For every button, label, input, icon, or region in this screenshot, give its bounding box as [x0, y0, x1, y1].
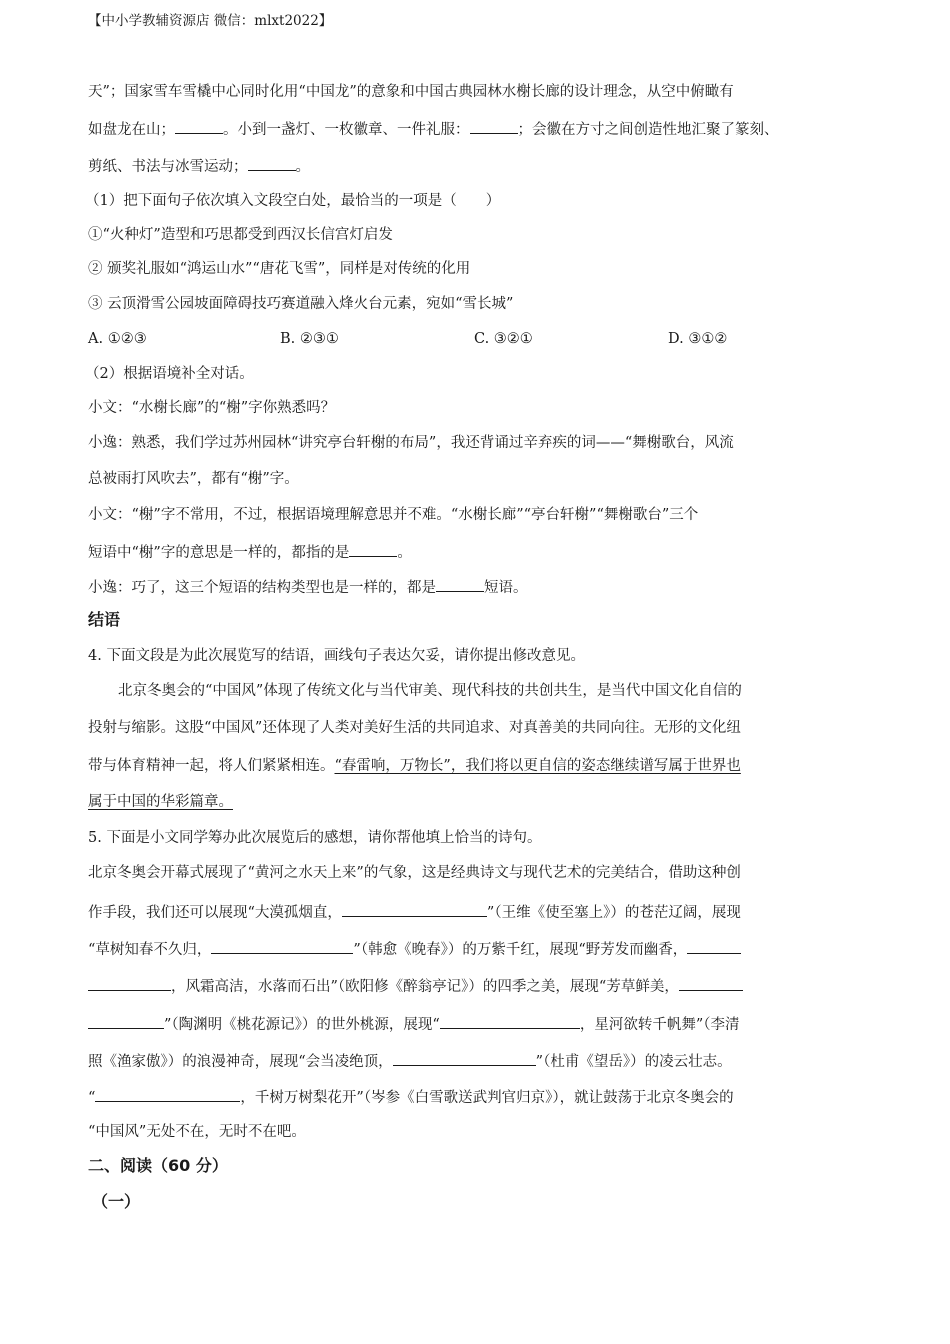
- option-d[interactable]: D. ③①②: [668, 331, 728, 347]
- poem-text-2a: 作手段，我们还可以展现“大漠孤烟直，: [88, 905, 342, 921]
- option-b[interactable]: B. ②③①: [280, 331, 339, 347]
- poem-blank-4-start[interactable]: [679, 974, 743, 991]
- poem-text-6b: ”（杜甫《望岳》）的凌云壮志。: [535, 1054, 732, 1070]
- dialogue-4-text-b: 短语。: [484, 580, 528, 596]
- poem-line4: [88, 974, 743, 997]
- option-a[interactable]: A. ①②③: [88, 331, 147, 347]
- poem-line1: 北京冬奥会开幕式展现了“黄河之水天上来”的气象，这是经典诗文与现代艺术的完美结合，借助这种创: [88, 865, 741, 881]
- poem-blank-2[interactable]: [211, 937, 353, 954]
- dialogue-3-text-a: 短语中“榭”字的意思是一样的，都指的是: [88, 545, 350, 561]
- sentence-3: ③ 云顶滑雪公园坡面障碍技巧赛道融入烽火台元素，宛如“雪长城”: [88, 296, 514, 312]
- dialogue-4: [88, 576, 528, 598]
- blank-2[interactable]: [470, 118, 518, 134]
- conclusion-line3: [88, 756, 741, 776]
- poem-blank-1[interactable]: [342, 900, 487, 917]
- underlined-sentence: “春雷响，万物长”，我们将以更自信的姿态继续谱写属于世界也: [334, 758, 741, 774]
- para1-line2: [88, 118, 779, 140]
- reading-section-title: 二、阅读（60 分）: [88, 1156, 228, 1175]
- conclusion-line1: 北京冬奥会的“中国风”体现了传统文化与当代审美、现代科技的共创共生，是当代中国文化自信的: [118, 683, 742, 699]
- conclusion-line2: 投射与缩影。这股“中国风”还体现了人类对美好生活的共同追求、对真善美的共同向往。无形的文化纽: [88, 720, 741, 736]
- poem-blank-3-start[interactable]: [687, 937, 741, 954]
- poem-line6: [88, 1049, 732, 1072]
- para1-text-b: 。小到一盏灯、一枚徽章、一件礼服：: [223, 122, 470, 138]
- question-5-stem: 5. 下面是小文同学筹办此次展览后的感想，请你帮他填上恰当的诗句。: [88, 830, 542, 846]
- para1-text-e: 。: [295, 159, 310, 175]
- poem-text-3a: “草树知春不久归，: [88, 942, 212, 958]
- para1-line1: 天”；国家雪车雪橇中心同时化用“中国龙”的意象和中国古典园林水榭长廊的设计理念，从空中俯瞰有: [88, 84, 734, 100]
- poem-blank-4-end[interactable]: [88, 1012, 164, 1029]
- dialogue-3-line2: [88, 541, 412, 563]
- poem-text-5c: ，星河欲转千帆舞”（李清: [579, 1017, 740, 1033]
- dialogue-3-line1: 小文：“榭”字不常用，不过，根据语境理解意思并不难。“水榭长廊”“亭台轩榭”“舞榭歌台”三个: [88, 507, 699, 523]
- poem-text-3b: ”（韩愈《晚春》）的万紫千红，展现“野芳发而幽香，: [353, 942, 688, 958]
- section-title: 结语: [88, 610, 121, 629]
- poem-blank-7[interactable]: [95, 1085, 240, 1102]
- para1-text-c: ；会徽在方寸之间创造性地汇聚了篆刻、: [517, 122, 779, 138]
- sentence-1: ①“火种灯”造型和巧思都受到西汉长信宫灯启发: [88, 227, 393, 243]
- conclusion-text: 带与体育精神一起，将人们紧紧相连。: [88, 758, 335, 774]
- poem-text-6a: 照《渔家傲》）的浪漫神奇，展现“会当凌绝顶，: [88, 1054, 393, 1070]
- poem-text-2b: ”（王维《使至塞上》）的苍茫辽阔，展现: [486, 905, 741, 921]
- para1-text-d: 剪纸、书法与冰雪运动；: [88, 159, 248, 175]
- question-1-stem: （1）把下面句子依次填入文段空白处，最恰当的一项是（ ）: [85, 193, 501, 209]
- option-c[interactable]: C. ③②①: [474, 331, 533, 347]
- dialogue-3-text-b: 。: [397, 545, 412, 561]
- para1-line3: [88, 155, 310, 177]
- poem-line3: [88, 937, 741, 960]
- poem-text-7b: ，千树万树梨花开”（岑参《白雪歌送武判官归京》），就让鼓荡于北京冬奥会的: [240, 1090, 734, 1106]
- para1-text-a: 如盘龙在山；: [88, 122, 175, 138]
- blank-4[interactable]: [349, 541, 397, 557]
- poem-text-4b: ，风霜高洁，水落而石出”（欧阳修《醉翁亭记》）的四季之美，展现“芳草鲜美，: [171, 979, 679, 995]
- question-4-stem: 4. 下面文段是为此次展览写的结语，画线句子表达欠妥，请你提出修改意见。: [88, 648, 585, 664]
- blank-3[interactable]: [248, 155, 296, 171]
- dialogue-2-line2: 总被雨打风吹去”，都有“榭”字。: [88, 471, 299, 487]
- page-header: 【中小学教辅资源店 微信：mlxt2022】: [88, 13, 333, 29]
- poem-blank-5[interactable]: [440, 1012, 580, 1029]
- poem-text-5b: ”（陶渊明《桃花源记》）的世外桃源，展现“: [164, 1017, 440, 1033]
- poem-text-7a: “: [88, 1090, 96, 1106]
- question-2-stem: （2）根据语境补全对话。: [85, 366, 254, 382]
- dialogue-2-line1: 小逸：熟悉，我们学过苏州园林“讲究亭台轩榭的布局”，我还背诵过辛弃疾的词——“舞榭歌台，风流: [88, 435, 734, 451]
- poem-blank-3-end[interactable]: [88, 974, 171, 991]
- sentence-2: ② 颁奖礼服如“鸿运山水”“唐花飞雪”，同样是对传统的化用: [88, 261, 471, 277]
- dialogue-1: 小文：“水榭长廊”的“榭”字你熟悉吗？: [88, 400, 336, 416]
- blank-5[interactable]: [436, 576, 484, 592]
- poem-line5: [88, 1012, 740, 1035]
- blank-1[interactable]: [175, 118, 223, 134]
- poem-blank-6[interactable]: [393, 1049, 536, 1066]
- reading-subsection-title: （一）: [92, 1192, 141, 1211]
- poem-line7: [88, 1085, 734, 1108]
- dialogue-4-text-a: 小逸：巧了，这三个短语的结构类型也是一样的，都是: [88, 580, 436, 596]
- poem-line8: “中国风”无处不在，无时不在吧。: [88, 1124, 306, 1140]
- underlined-sentence-end: 属于中国的华彩篇章。: [88, 794, 233, 810]
- poem-line2: [88, 900, 741, 923]
